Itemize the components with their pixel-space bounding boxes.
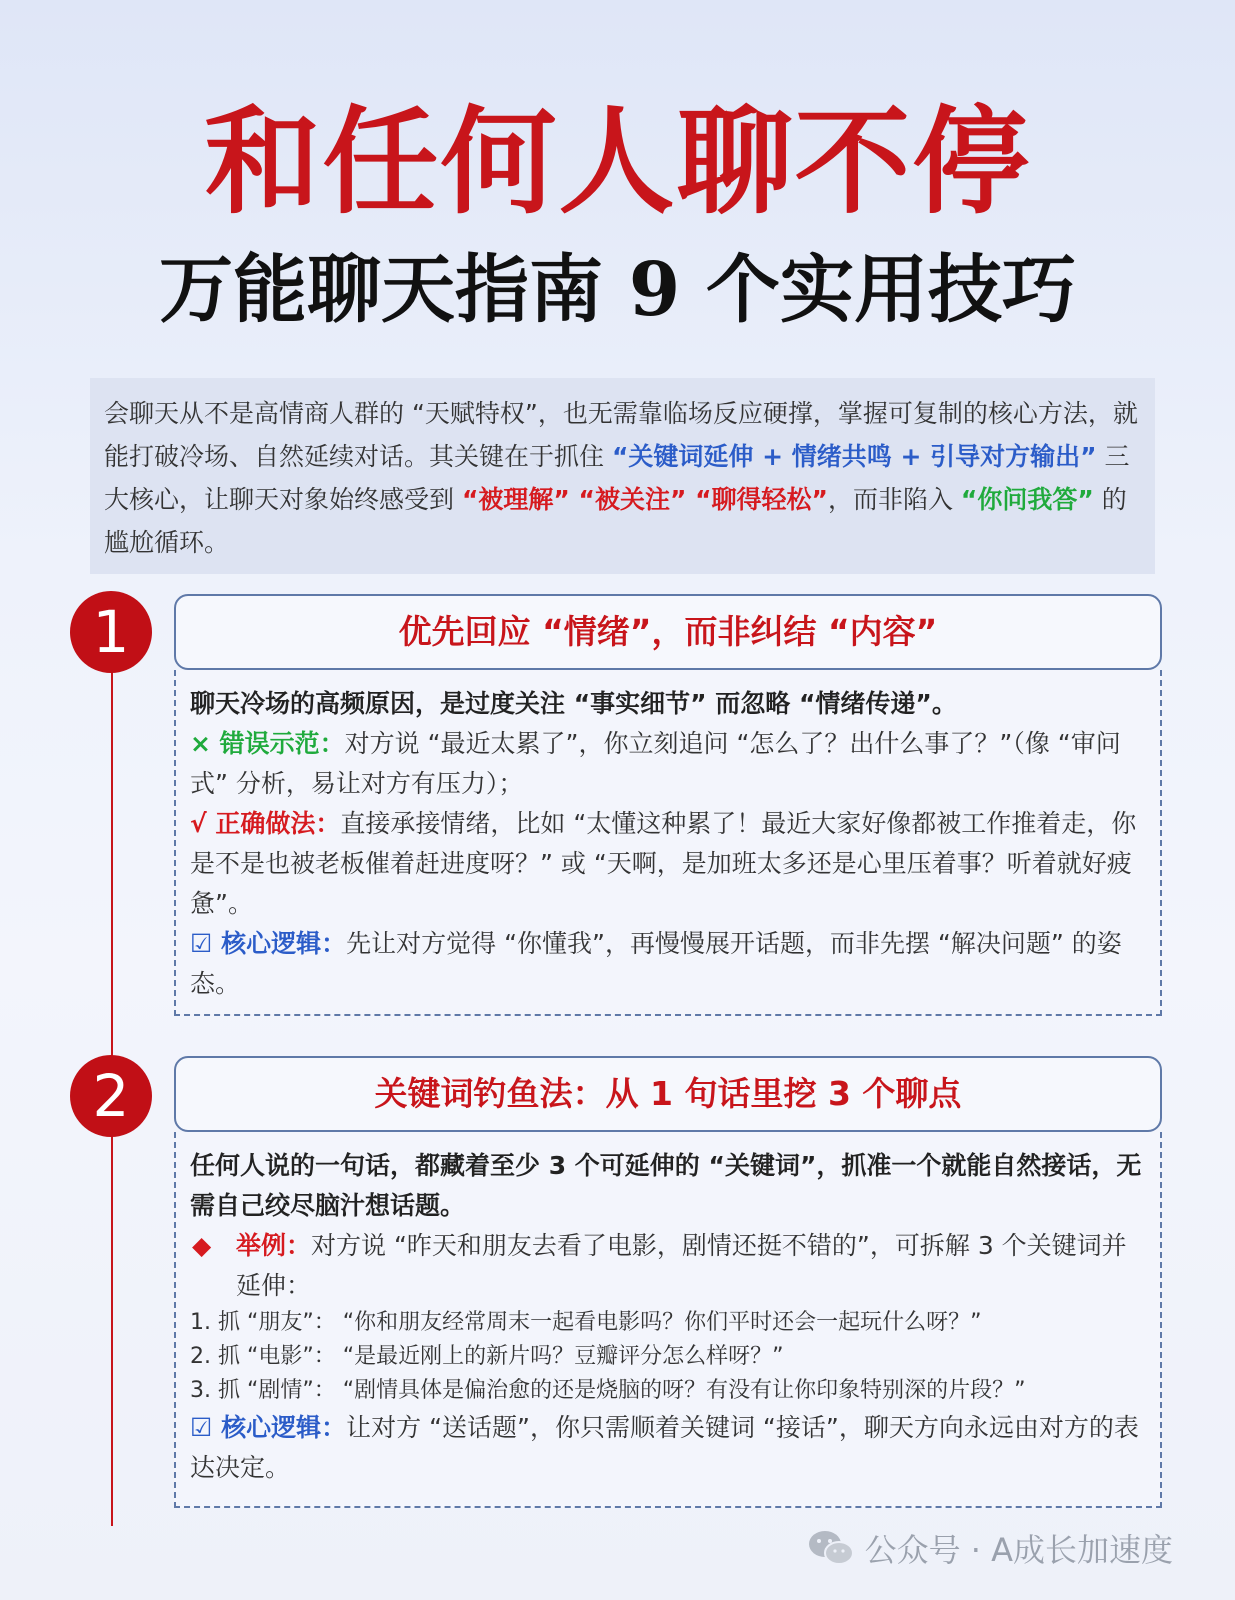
right-label: √ 正确做法： [190, 809, 341, 838]
intro-keyword-core: “关键词延伸 + 情绪共鸣 + 引导对方输出” [611, 442, 1097, 471]
core-text: 先让对方觉得 “你懂我”，再慢慢展开话题，而非先摆 “解决问题” 的姿态。 [190, 929, 1122, 998]
section-1-right [190, 804, 1146, 924]
section-1-core [190, 924, 1146, 1004]
section-2-number: 2 [70, 1055, 152, 1137]
right-text: 直接承接情绪，比如 “太懂这种累了！最近大家好像都被工作推着走，你是不是也被老板催着赶进度呀？” 或 “天啊，是加班太多还是心里压着事？听着就好疲惫”。 [190, 809, 1137, 918]
intro-text-1: 会聊天从不是高情商人群的 “天赋特权”，也无需靠临场反应硬撑，掌握可复制的核心方法，就能打破冷场、自然延续对话。其关键在于抓住 [104, 399, 1138, 471]
intro-box [90, 378, 1155, 574]
section-2-core [190, 1408, 1146, 1488]
example-text: 对方说 “昨天和朋友去看了电影，剧情还挺不错的”，可拆解 3 个关键词并延伸： [236, 1231, 1127, 1300]
section-1-number: 1 [70, 591, 152, 673]
section-2-body [174, 1132, 1162, 1508]
section-2-title: 关键词钓鱼法：从 1 句话里挖 3 个聊点 [174, 1056, 1162, 1132]
section-1-wrong [190, 724, 1146, 804]
section-2-example [190, 1226, 1146, 1306]
intro-text-2: 三大核心，让聊天对象始终感受到 [104, 442, 1130, 514]
wrong-text: 对方说 “最近太累了”，你立刻追问 “怎么了？出什么事了？”（像 “审问式” 分析，易让对方有压力）； [190, 729, 1121, 798]
page-subtitle: 万能聊天指南 9 个实用技巧 [158, 247, 1076, 333]
diamond-icon: ◆ [192, 1231, 212, 1260]
core-text: 让对方 “送话题”，你只需顺着关键词 “接话”，聊天方向永远由对方的表达决定。 [190, 1413, 1139, 1482]
core-label: ☑ 核心逻辑： [190, 1413, 347, 1442]
intro-text-4: 的尴尬循环。 [104, 485, 1127, 557]
intro-text-3: ，而非陷入 [827, 485, 961, 514]
section-1-title: 优先回应 “情绪”，而非纠结 “内容” [174, 594, 1162, 670]
wechat-icon [807, 1528, 855, 1568]
example-label: 举例： [236, 1231, 312, 1260]
list-item: 3. 抓 “剧情”： “剧情具体是偏治愈的还是烧脑的呀？有没有让你印象特别深的片段？” [190, 1378, 1026, 1403]
watermark-text: 公众号 · A成长加速度 [864, 1531, 1173, 1569]
section-1-body [174, 670, 1162, 1016]
list-item: 2. 抓 “电影”： “是最近刚上的新片吗？豆瓣评分怎么样呀？” [190, 1344, 784, 1369]
intro-keyword-qa: “你问我答” [960, 485, 1094, 514]
list-item: 1. 抓 “朋友”： “你和朋友经常周末一起看电影吗？你们平时还会一起玩什么呀？” [190, 1310, 982, 1335]
wrong-label: × 错误示范： [190, 729, 345, 758]
page-title: 和任何人聊不停 [204, 94, 1031, 230]
section-2-lead: 任何人说的一句话，都藏着至少 3 个可延伸的 “关键词”，抓准一个就能自然接话，无需自己绞尽脑汁想话题。 [190, 1151, 1142, 1220]
intro-keyword-feelings: “被理解” “被关注” “聊得轻松” [461, 485, 828, 514]
watermark [807, 1525, 1173, 1571]
section-1-lead: 聊天冷场的高频原因，是过度关注 “事实细节” 而忽略 “情绪传递”。 [190, 689, 957, 718]
core-label: ☑ 核心逻辑： [190, 929, 347, 958]
